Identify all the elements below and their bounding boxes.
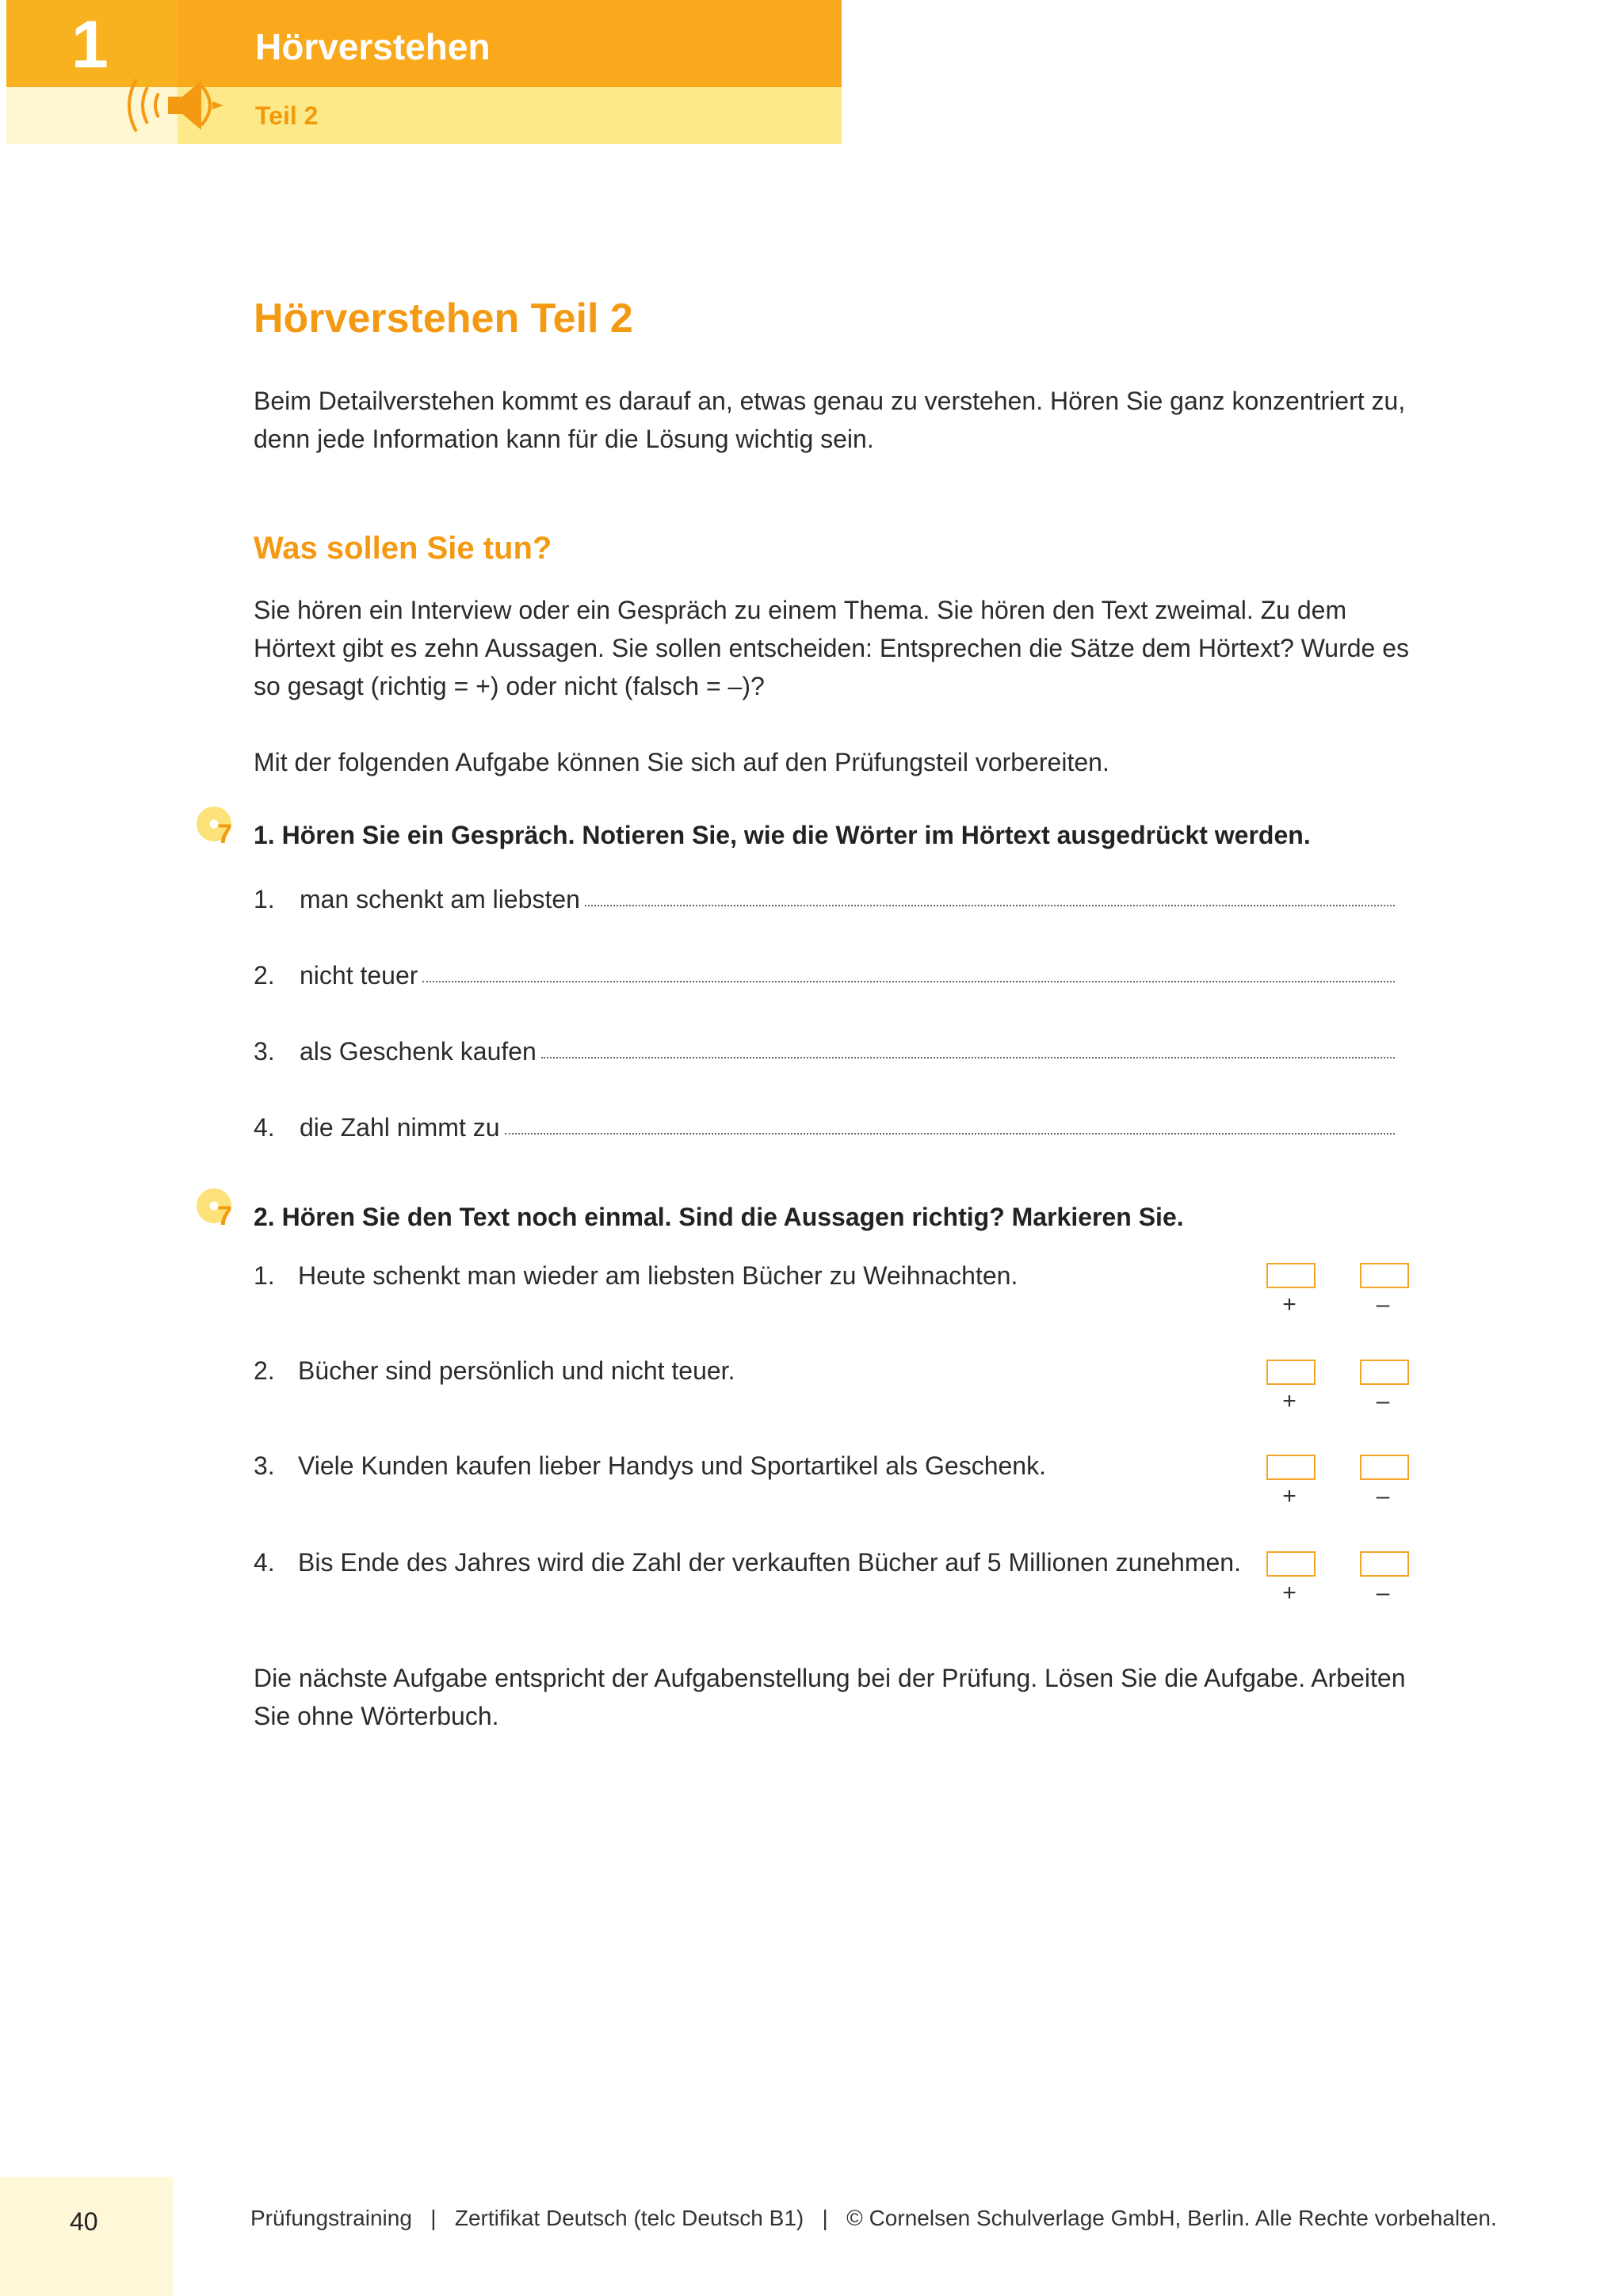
fill-in-item (254, 1028, 1395, 1066)
plus-label: + (1282, 1291, 1296, 1318)
false-checkbox[interactable] (1360, 1551, 1409, 1577)
item-text: die Zahl nimmt zu (300, 1113, 500, 1142)
minus-label: – (1376, 1388, 1390, 1414)
item-number: 2. (254, 1356, 275, 1385)
plus-label: + (1282, 1483, 1296, 1509)
instructions-paragraph: Sie hören ein Interview oder ein Gespräch zu einem Thema. Sie hören den Text zweimal. Zu dem Hörtext gibt es zehn Aussagen. Sie sollen entscheiden: Entsprechen die Sätze dem Hörtext? Wurde es so gesagt (richtig = +) oder nicht (falsch = –)? (254, 596, 1410, 700)
true-checkbox[interactable] (1266, 1263, 1316, 1288)
false-checkbox[interactable] (1360, 1360, 1409, 1385)
statement-item (254, 1548, 1411, 1577)
speaker-icon (119, 70, 231, 141)
answer-line[interactable] (541, 1057, 1395, 1058)
footer-text: Prüfungstraining | Zertifikat Deutsch (telc Deutsch B1) | © Cornelsen Schulverlage GmbH, Berlin. Alle Rechte vorbehalten. (250, 2206, 1497, 2230)
item-number: 3. (254, 1451, 275, 1480)
item-number: 1. (254, 1261, 275, 1290)
minus-label: – (1376, 1483, 1390, 1509)
item-number: 4. (254, 1548, 275, 1577)
track-number: 7 (217, 819, 232, 849)
statement-text: Bücher sind persönlich und nicht teuer. (298, 1356, 735, 1385)
statement-text: Heute schenkt man wieder am liebsten Bücher zu Weihnachten. (298, 1261, 1018, 1290)
answer-line[interactable] (505, 1133, 1395, 1135)
item-number: 4. (254, 1113, 275, 1142)
item-number: 1. (254, 885, 275, 913)
false-checkbox[interactable] (1360, 1263, 1409, 1288)
statement-item (254, 1451, 1411, 1481)
item-number: 2. (254, 961, 275, 990)
statement-item (254, 1261, 1411, 1291)
true-checkbox[interactable] (1266, 1360, 1316, 1385)
answer-line[interactable] (585, 905, 1395, 906)
intro-paragraph: Beim Detailverstehen kommt es darauf an, etwas genau zu verstehen. Hören Sie ganz konzentriert zu, denn jede Information kann für die Lösung wichtig sein. (254, 387, 1406, 453)
header-title: Hörverstehen (255, 26, 491, 67)
fill-in-item (254, 1104, 1395, 1142)
statement-item (254, 1356, 1411, 1386)
item-text: als Geschenk kaufen (300, 1037, 537, 1066)
closing-paragraph: Die nächste Aufgabe entspricht der Aufgabenstellung bei der Prüfung. Lösen Sie die Aufgabe. Arbeiten Sie ohne Wörterbuch. (254, 1664, 1406, 1730)
section-heading: Was sollen Sie tun? (254, 531, 552, 566)
track-number: 7 (217, 1201, 232, 1231)
statement-text: Bis Ende des Jahres wird die Zahl der verkauften Bücher auf 5 Millionen zunehmen. (298, 1548, 1241, 1577)
false-checkbox[interactable] (1360, 1455, 1409, 1480)
minus-label: – (1376, 1580, 1390, 1606)
preparation-paragraph: Mit der folgenden Aufgabe können Sie sich auf den Prüfungsteil vorbereiten. (254, 748, 1109, 776)
chapter-number: 1 (71, 7, 109, 82)
page-title: Hörverstehen Teil 2 (254, 296, 633, 341)
item-text: man schenkt am liebsten (300, 885, 580, 913)
plus-label: + (1282, 1388, 1296, 1414)
statement-text: Viele Kunden kaufen lieber Handys und Sportartikel als Geschenk. (298, 1451, 1046, 1480)
task-1-title: 1. Hören Sie ein Gespräch. Notieren Sie, wie die Wörter im Hörtext ausgedrückt werden. (254, 821, 1311, 849)
answer-line[interactable] (422, 981, 1395, 982)
plus-label: + (1282, 1580, 1296, 1606)
fill-in-item (254, 876, 1395, 914)
footer-page-tab (0, 2177, 173, 2296)
item-text: nicht teuer (300, 961, 418, 990)
header-subtitle: Teil 2 (255, 101, 319, 130)
task-2-title: 2. Hören Sie den Text noch einmal. Sind die Aussagen richtig? Markieren Sie. (254, 1203, 1184, 1231)
fill-in-item (254, 952, 1395, 990)
minus-label: – (1376, 1291, 1390, 1318)
item-number: 3. (254, 1037, 275, 1066)
page-number: 40 (70, 2207, 98, 2236)
true-checkbox[interactable] (1266, 1551, 1316, 1577)
true-checkbox[interactable] (1266, 1455, 1316, 1480)
